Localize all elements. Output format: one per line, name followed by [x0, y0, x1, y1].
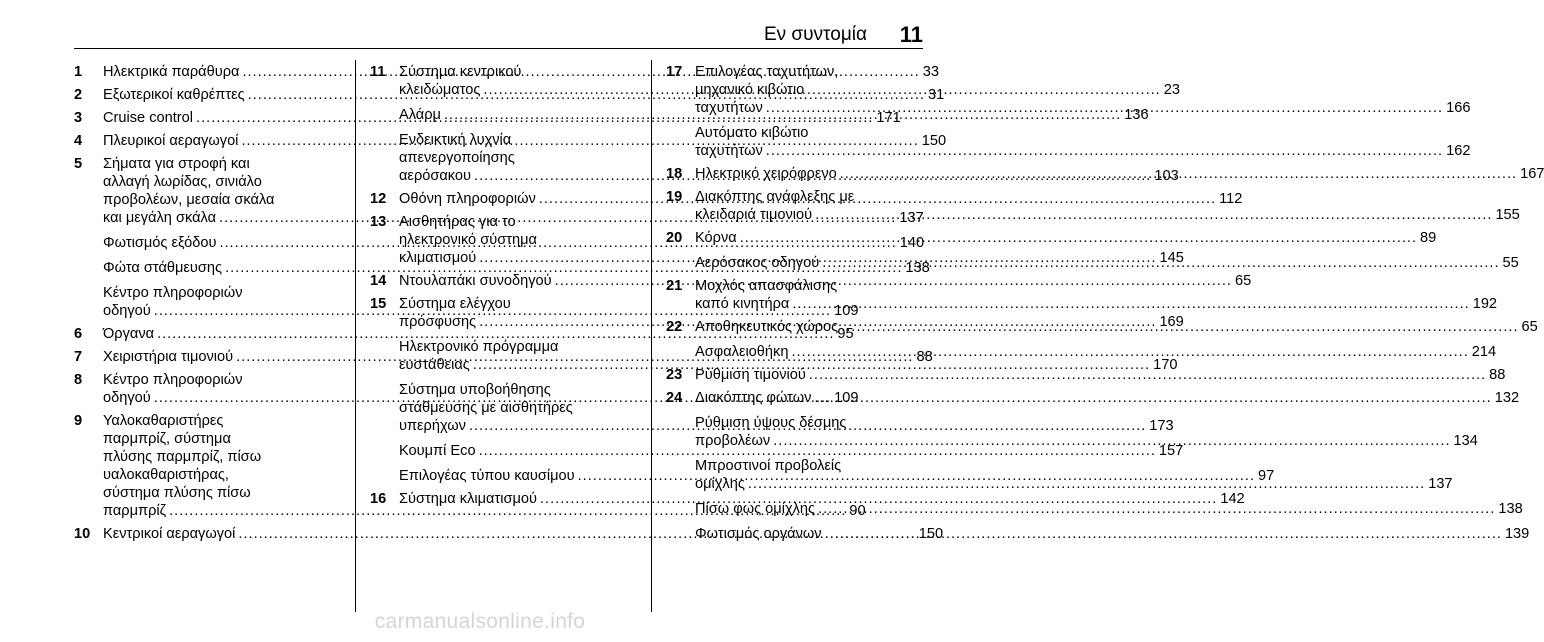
entry-number: 18: [666, 166, 683, 182]
entry-text: [695, 457, 1453, 493]
entry-line: Σύστημα υποβοήθησης: [399, 382, 551, 398]
page-reference[interactable]: 90: [849, 503, 866, 519]
entry-line: και μεγάλη σκάλα: [103, 210, 217, 226]
entry-line: παρμπρίζ, σύστημα: [103, 431, 231, 447]
entry-text: [695, 229, 1436, 247]
dot-leader: [841, 318, 1518, 336]
page-reference[interactable]: 170: [1153, 357, 1178, 373]
entry-number: [370, 381, 399, 435]
entry-line: Πλευρικοί αεραγωγοί: [103, 133, 239, 149]
entry-number: 4: [74, 133, 83, 149]
page-reference[interactable]: 23: [1163, 82, 1180, 98]
dot-leader: [740, 229, 1417, 247]
entry-number: 13: [370, 214, 387, 230]
entry-line: Μπροστινοί προβολείς: [695, 458, 842, 474]
entry-line: Μοχλός απασφάλισης: [695, 278, 838, 294]
page-reference[interactable]: 157: [1158, 443, 1184, 459]
entry-line: προβολέων, μεσαία σκάλα: [103, 192, 275, 208]
page-reference[interactable]: 150: [918, 526, 944, 542]
page-reference[interactable]: 139: [1504, 526, 1530, 542]
entry-line: Διακόπτης ανάφλεξης με: [695, 189, 855, 205]
entry-line: ευστάθειας: [399, 357, 470, 373]
entry-number: [666, 457, 695, 493]
entry-line: Οθόνη πληροφοριών: [399, 191, 536, 207]
entry-line: πλύσης παρμπρίζ, πίσω: [103, 449, 262, 465]
page-reference[interactable]: 109: [834, 303, 859, 319]
entry-number: 9: [74, 413, 83, 429]
entry-line: Κεντρικοί αεραγωγοί: [103, 526, 236, 542]
entry-line: ταχυτήτων: [695, 100, 763, 116]
page-reference[interactable]: 134: [1453, 433, 1478, 449]
entry-text: [695, 366, 1505, 384]
entry-number: 6: [74, 326, 83, 342]
entry-line: αλλαγή λωρίδας, σινιάλο: [103, 174, 262, 190]
entry-number: 8: [74, 372, 83, 388]
page-reference[interactable]: 88: [916, 349, 933, 365]
entry-text: [695, 254, 1519, 272]
entry-leader-line: [695, 475, 1453, 493]
entry-line: Χειριστήρια τιμονιού: [103, 349, 234, 365]
entry-line: Αυτόματο κιβώτιο: [695, 125, 809, 141]
entry-leader-line: [695, 142, 1470, 160]
header-rule: [74, 48, 923, 49]
page-reference[interactable]: 166: [1446, 100, 1471, 116]
page-reference[interactable]: 140: [899, 235, 925, 251]
page-reference[interactable]: 192: [1472, 296, 1498, 312]
entry-line: κλειδώματος: [399, 82, 481, 98]
entry-number: [666, 500, 695, 518]
entry-line: σύστημα πλύσης πίσω: [103, 485, 251, 501]
entry-line: Ρύθμιση τιμονιού: [695, 367, 806, 383]
entry-number: 11: [370, 64, 386, 80]
entry-number: [666, 343, 695, 361]
entry-line: παρμπρίζ: [103, 503, 167, 519]
page-reference[interactable]: 137: [1428, 476, 1453, 492]
entry-line: Φώτα στάθμευσης: [103, 260, 223, 276]
entry-line: Φωτισμός εξόδου: [103, 235, 217, 251]
entry-number: 1: [74, 64, 83, 80]
entry-leader-line: [695, 99, 1470, 117]
entry-line: Ενδεικτική λυχνία: [399, 132, 512, 148]
index-entry: [666, 343, 1497, 361]
dot-leader: [825, 525, 1502, 543]
entry-line: απενεργοποίησης: [399, 150, 515, 166]
page-reference[interactable]: 138: [905, 260, 930, 276]
page-reference[interactable]: 65: [1234, 273, 1252, 289]
dot-leader: [840, 165, 1517, 183]
entry-number: 20: [666, 230, 683, 246]
entry-line: Κουμπί Eco: [399, 443, 476, 459]
entry-line: Διακόπτης φώτων: [695, 390, 812, 406]
entry-line: Σύστημα κλιματισμού: [399, 491, 537, 507]
entry-line: κλειδαριά τιμονιού: [695, 207, 813, 223]
dot-leader: [809, 366, 1486, 384]
entry-leader-line: [695, 229, 1436, 247]
entry-number: [370, 442, 399, 460]
entry-number: [666, 414, 695, 450]
page-reference[interactable]: 169: [1159, 314, 1184, 330]
entry-number: [666, 124, 695, 160]
entry-line: Φωτισμός οργάνων: [695, 526, 822, 542]
entry-number: 15: [370, 296, 387, 312]
entry-line: Ρύθμιση ύψους δέσμης: [695, 415, 847, 431]
dot-leader: [748, 475, 1425, 493]
entry-number: [370, 338, 399, 374]
entry-line: Εξωτερικοί καθρέπτες: [103, 87, 245, 103]
entry-line: Κέντρο πληροφοριών: [103, 285, 243, 301]
entry-line: στάθμευσης με αισθητήρες: [399, 400, 573, 416]
dot-leader: [818, 500, 1495, 518]
entry-number: 16: [370, 491, 387, 507]
page-reference[interactable]: 95: [837, 326, 854, 342]
dot-leader: [766, 142, 1443, 160]
entry-leader-line: [695, 500, 1523, 518]
entry-line: Αερόσακος οδηγού: [695, 255, 820, 271]
entry-line: Σήματα για στροφή και: [103, 156, 250, 172]
page-reference[interactable]: 132: [1494, 390, 1520, 406]
page-reference[interactable]: 88: [1489, 367, 1506, 383]
index-entry: [666, 389, 1520, 407]
entry-number: 3: [74, 110, 83, 126]
entry-leader-line: [695, 165, 1544, 183]
watermark: carmanualsonline.info: [374, 610, 586, 633]
page-reference[interactable]: 31: [927, 87, 945, 103]
entry-line: Αποθηκευτικός χώρος: [695, 319, 839, 335]
entry-text: [695, 343, 1496, 361]
entry-text: [695, 525, 1529, 543]
entry-line: Ηλεκτρικά παράθυρα: [103, 64, 240, 80]
entry-line: ταχυτήτων: [695, 143, 763, 159]
entry-line: ομίχλης: [695, 476, 745, 492]
dot-leader: [766, 99, 1443, 117]
entry-line: πρόσφυσης: [399, 314, 477, 330]
page-reference[interactable]: 214: [1471, 344, 1497, 360]
entry-number: 17: [666, 64, 683, 80]
entry-text: [695, 318, 1538, 336]
entry-line: Ασφαλειοθήκη: [695, 344, 789, 360]
page-reference[interactable]: 109: [834, 390, 859, 406]
page-reference[interactable]: 167: [1520, 166, 1544, 182]
entry-leader-line: [695, 295, 1497, 313]
entry-leader-line: [695, 318, 1538, 336]
entry-line: οδηγού: [103, 303, 151, 319]
entry-number: 7: [74, 349, 83, 365]
entry-number: 24: [666, 390, 683, 406]
entry-line: Ντουλαπάκι συνοδηγού: [399, 273, 552, 289]
entry-number: 19: [666, 189, 683, 205]
entry-leader-line: [695, 343, 1496, 361]
entry-text: [695, 277, 1497, 313]
page-reference[interactable]: 138: [1498, 501, 1523, 517]
dot-leader: [791, 343, 1468, 361]
entry-line: Ηλεκτρικό χειρόφρενο: [695, 166, 837, 182]
page-reference[interactable]: 142: [1220, 491, 1245, 507]
entry-line: μηχανικό κιβώτιο: [695, 82, 805, 98]
dot-leader: [822, 254, 1499, 272]
entry-line: υπερήχων: [399, 418, 466, 434]
entry-text: [695, 500, 1523, 518]
index-entry: [666, 366, 1506, 384]
page-number: 11: [899, 22, 923, 47]
entry-number: [666, 525, 695, 543]
entry-number: [74, 234, 103, 252]
entry-line: προβολέων: [695, 433, 771, 449]
entry-line: κλιματισμού: [399, 250, 477, 266]
entry-number: 21: [666, 278, 683, 294]
entry-line: Κέντρο πληροφοριών: [103, 372, 243, 388]
page-reference[interactable]: 150: [921, 133, 947, 149]
entry-text: [695, 389, 1519, 407]
entry-number: 14: [370, 273, 387, 289]
entry-line: Αλάρμ: [399, 107, 441, 123]
entry-number: 2: [74, 87, 83, 103]
page-reference[interactable]: 145: [1159, 250, 1184, 266]
entry-line: ηλεκτρονικό σύστημα: [399, 232, 537, 248]
entry-line: Κόρνα: [695, 230, 737, 246]
page-reference[interactable]: 173: [1149, 418, 1174, 434]
entry-line: Ηλεκτρονικό πρόγραμμα: [399, 339, 559, 355]
entry-number: 5: [74, 156, 83, 172]
entry-line: Όργανα: [103, 326, 155, 342]
dot-leader: [814, 389, 1491, 407]
page-reference[interactable]: 55: [1502, 255, 1519, 271]
entry-number: [74, 284, 103, 320]
page-title: Εν συντομία: [763, 24, 867, 45]
entry-number: 22: [666, 319, 683, 335]
entry-line: Cruise control: [103, 110, 194, 126]
entry-line: Σύστημα κεντρικού: [399, 64, 522, 80]
entry-leader-line: [695, 254, 1519, 272]
entry-number: 12: [370, 191, 387, 207]
entry-leader-line: [695, 525, 1529, 543]
page-reference[interactable]: 97: [1257, 468, 1275, 484]
dot-leader: [792, 295, 1469, 313]
entry-leader-line: [695, 366, 1505, 384]
entry-text: [695, 63, 1470, 117]
page-reference[interactable]: 155: [1495, 207, 1520, 223]
column-divider: [355, 60, 356, 612]
entry-number: [370, 467, 399, 485]
entry-line: καπό κινητήρα: [695, 296, 790, 312]
page-reference[interactable]: 89: [1420, 230, 1437, 246]
entry-line: Υαλοκαθαριστήρες: [103, 413, 224, 429]
page-reference[interactable]: 171: [876, 110, 901, 126]
entry-line: Αισθητήρας για το: [399, 214, 516, 230]
entry-text: [695, 124, 1470, 160]
dot-leader: [773, 432, 1450, 450]
dot-leader: [815, 206, 1492, 224]
entry-line: Σύστημα ελέγχου: [399, 296, 511, 312]
entry-line: αερόσακου: [399, 168, 472, 184]
entry-number: [74, 259, 103, 277]
page-reference[interactable]: 137: [899, 210, 924, 226]
page-reference[interactable]: 162: [1446, 143, 1471, 159]
entry-leader-line: [695, 206, 1520, 224]
index-entry: [666, 229, 1437, 247]
entry-number: [666, 254, 695, 272]
page-reference[interactable]: 33: [922, 64, 939, 80]
entry-line: Επιλογέας ταχυτήτων,: [695, 64, 839, 80]
index-entry: [370, 442, 1184, 460]
index-entry: [370, 490, 1245, 508]
entry-number: [370, 106, 399, 124]
entry-number: 10: [74, 526, 91, 542]
page-reference[interactable]: 103: [1154, 168, 1179, 184]
page-reference[interactable]: 112: [1219, 191, 1243, 207]
entry-number: [370, 131, 399, 185]
entry-leader-line: [695, 389, 1519, 407]
entry-line: υαλοκαθαριστήρας,: [103, 467, 229, 483]
entry-text: [695, 188, 1520, 224]
index-entry: [666, 500, 1523, 518]
entry-number: 23: [666, 367, 683, 383]
page-reference[interactable]: 65: [1521, 319, 1538, 335]
entry-line: οδηγού: [103, 390, 151, 406]
entry-leader-line: [695, 432, 1478, 450]
entry-line: Πίσω φως ομίχλης: [695, 501, 816, 517]
entry-line: Επιλογέας τύπου καυσίμου: [399, 468, 575, 484]
column-divider: [651, 60, 652, 612]
entry-text: [695, 165, 1544, 183]
page-reference[interactable]: 136: [1124, 107, 1149, 123]
entry-text: [695, 414, 1478, 450]
